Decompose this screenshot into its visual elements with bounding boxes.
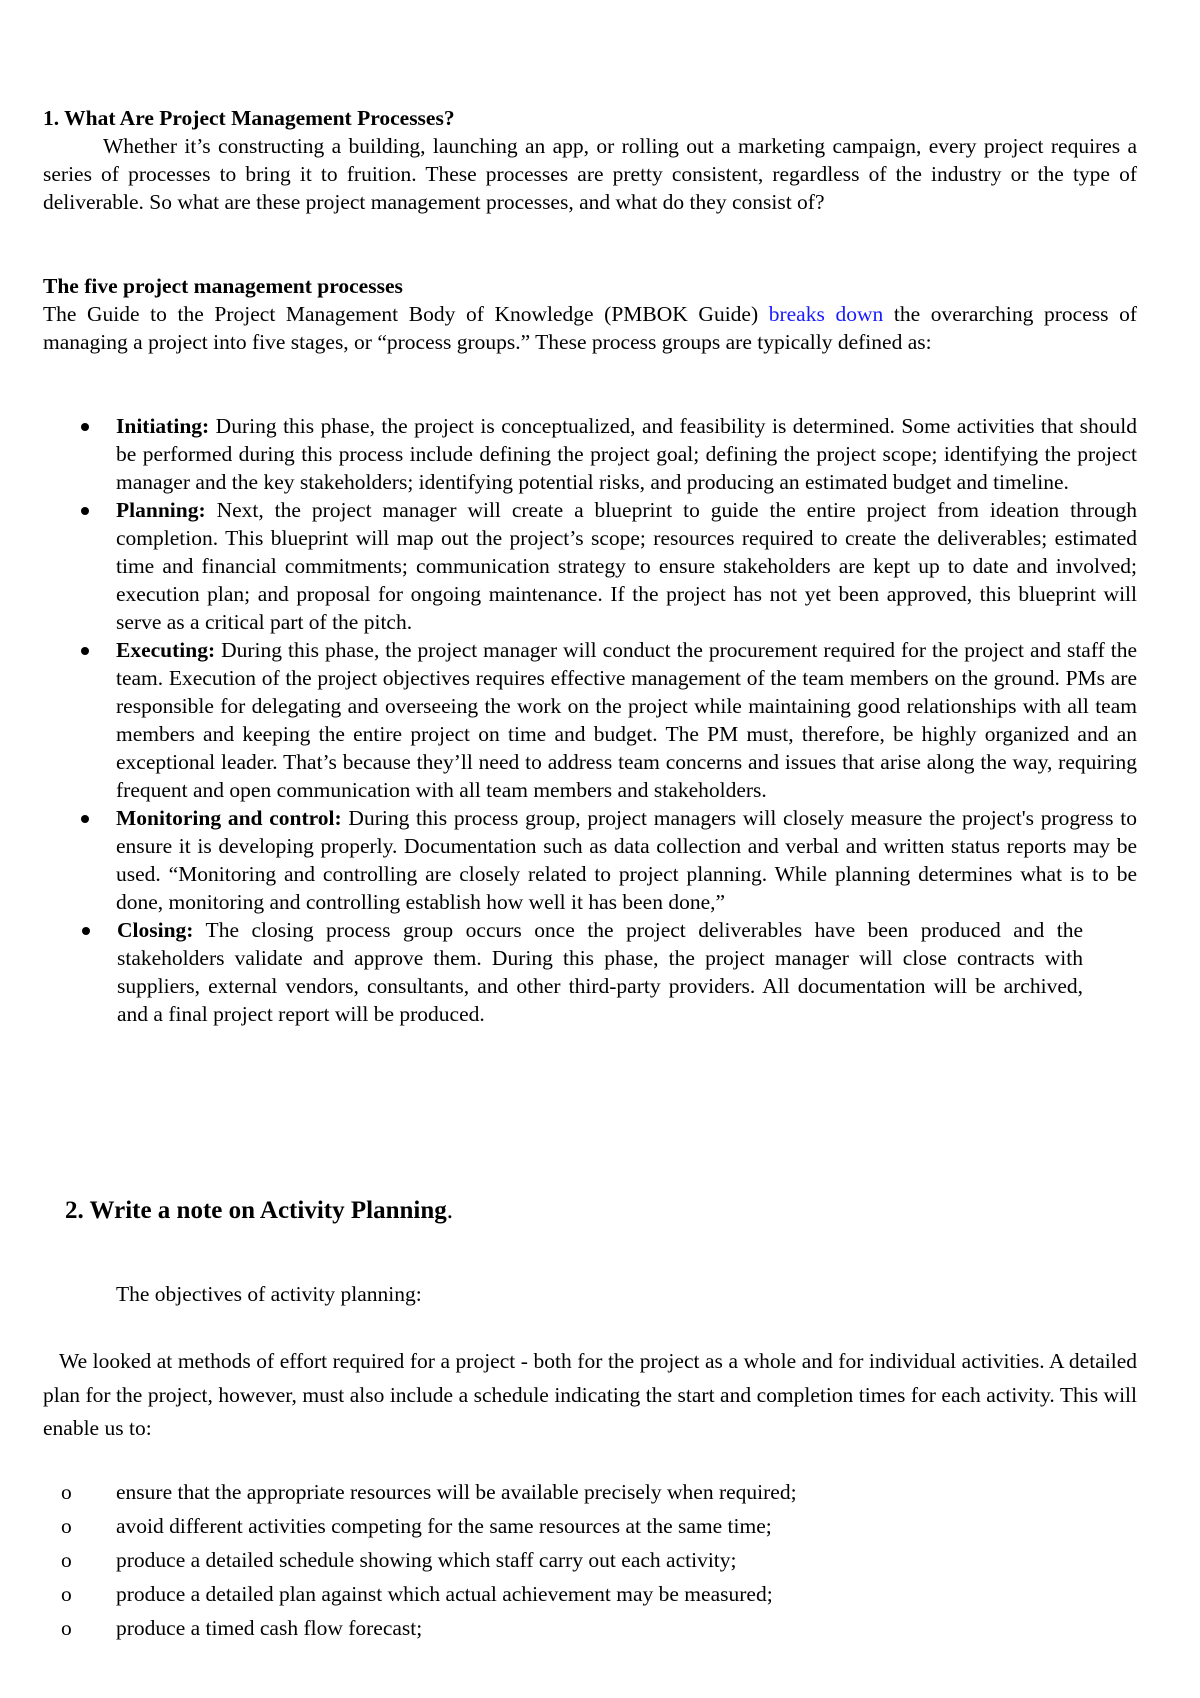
bullet-text: During this phase, the project is conceptualized, and feasibility is determined. Some activities that should be performed during this process include defining the project goal; defining the project scope; identifying the project manager and the key stakeholders; identifying potential risks, and producing an estimated budget and timeline. bbox=[116, 414, 1137, 494]
list-item-planning bbox=[116, 496, 1137, 636]
bullet-term: Executing: bbox=[116, 638, 216, 662]
activity-planning-list bbox=[61, 1475, 1116, 1645]
bullet-text: The closing process group occurs once the project deliverables have been produced and the stakeholders validate and approve them. During this phase, the project manager will close contracts with suppliers, external vendors, consultants, and other third-party providers. All documentation will be archived, and a final project report will be produced. bbox=[117, 918, 1083, 1026]
bullet-term: Planning: bbox=[116, 498, 206, 522]
five-processes-heading: The five project management processes bbox=[43, 274, 403, 298]
bullet-text: Next, the project manager will create a blueprint to guide the entire project from ideation through completion. This blueprint will map out the project’s scope; resources required to create the deliverables; estimated time and financial commitments; communication strategy to ensure stakeholders are kept up to date and involved; execution plan; and proposal for ongoing maintenance. If the project has not yet been approved, this blueprint will serve as a critical part of the pitch. bbox=[116, 498, 1137, 634]
bullet-term: Closing: bbox=[117, 918, 194, 942]
list-item bbox=[61, 1475, 1116, 1509]
bullet-dot-icon bbox=[81, 647, 89, 655]
question-1-intro-paragraph: Whether it’s constructing a building, launching an app, or rolling out a marketing campaign, every project requires a series of processes to bring it to fruition. These processes are pretty consistent, regardless of the industry or the type of deliverable. So what are these project management processes, and what do they consist of? bbox=[43, 134, 1137, 214]
list-item-text: produce a detailed plan against which actual achievement may be measured; bbox=[116, 1582, 773, 1606]
paragraph-text-before-link: The Guide to the Project Management Body of Knowledge (PMBOK Guide) bbox=[43, 302, 769, 326]
list-item-text: ensure that the appropriate resources will be available precisely when required; bbox=[116, 1480, 797, 1504]
list-item-text: avoid different activities competing for the same resources at the same time; bbox=[116, 1514, 772, 1538]
circle-bullet-icon: o bbox=[61, 1514, 72, 1538]
bullet-term: Initiating: bbox=[116, 414, 210, 438]
bullet-term: Monitoring and control: bbox=[116, 806, 342, 830]
list-item bbox=[61, 1577, 1116, 1611]
bullet-dot-icon bbox=[81, 507, 89, 515]
circle-bullet-icon: o bbox=[61, 1582, 72, 1606]
bullet-text: During this process group, project managers will closely measure the project's progress to ensure it is developing properly. Documentation such as data collection and verbal and written status reports may be used. “Monitoring and controlling are closely related to project planning. While planning determines what is to be done, monitoring and controlling establish how well it has been done,” bbox=[116, 806, 1137, 914]
process-groups-list bbox=[116, 412, 1137, 1028]
question-2-heading bbox=[65, 1196, 453, 1226]
question-2-heading-period: . bbox=[446, 1197, 453, 1224]
question-1-heading: 1. What Are Project Management Processes? bbox=[43, 106, 455, 130]
five-processes-paragraph bbox=[43, 300, 1137, 356]
circle-bullet-icon: o bbox=[61, 1616, 72, 1640]
list-item-monitoring-and-control bbox=[116, 804, 1137, 916]
list-item-initiating bbox=[116, 412, 1137, 496]
list-item-closing bbox=[117, 916, 1083, 1028]
circle-bullet-icon: o bbox=[61, 1480, 72, 1504]
bullet-dot-icon bbox=[81, 423, 89, 431]
activity-planning-paragraph: We looked at methods of effort required for a project - both for the project as a whole and for individual activities. A detailed plan for the project, however, must also include a schedule indicating the start and completion times for each activity. This will enable us to: bbox=[43, 1349, 1137, 1440]
list-item bbox=[61, 1509, 1116, 1543]
list-item bbox=[61, 1543, 1116, 1577]
list-item-executing bbox=[116, 636, 1137, 804]
list-item bbox=[61, 1611, 1116, 1645]
bullet-text: During this phase, the project manager will conduct the procurement required for the project and staff the team. Execution of the project objectives requires effective management of the team members on the ground. PMs are responsible for delegating and overseeing the work on the project while maintaining good relationships with all team members and keeping the entire project on time and budget. The PM must, therefore, be highly organized and an exceptional leader. That’s because they’ll need to address team concerns and issues that arise along the way, requiring frequent and open communication with all team members and stakeholders. bbox=[116, 638, 1137, 802]
bullet-dot-icon bbox=[82, 927, 90, 935]
bullet-dot-icon bbox=[81, 815, 89, 823]
breaks-down-link[interactable]: breaks down bbox=[768, 302, 884, 326]
list-item-text: produce a timed cash flow forecast; bbox=[116, 1616, 423, 1640]
question-2-heading-text: 2. Write a note on Activity Planning bbox=[65, 1197, 447, 1224]
paragraph-text-after-link: the overarching process of managing a project into five stages, or “process groups.” These process groups are typically defined as: bbox=[43, 302, 1137, 354]
list-item-text: produce a detailed schedule showing which staff carry out each activity; bbox=[116, 1548, 737, 1572]
circle-bullet-icon: o bbox=[61, 1548, 72, 1572]
activity-planning-objectives-subheading: The objectives of activity planning: bbox=[116, 1282, 422, 1306]
